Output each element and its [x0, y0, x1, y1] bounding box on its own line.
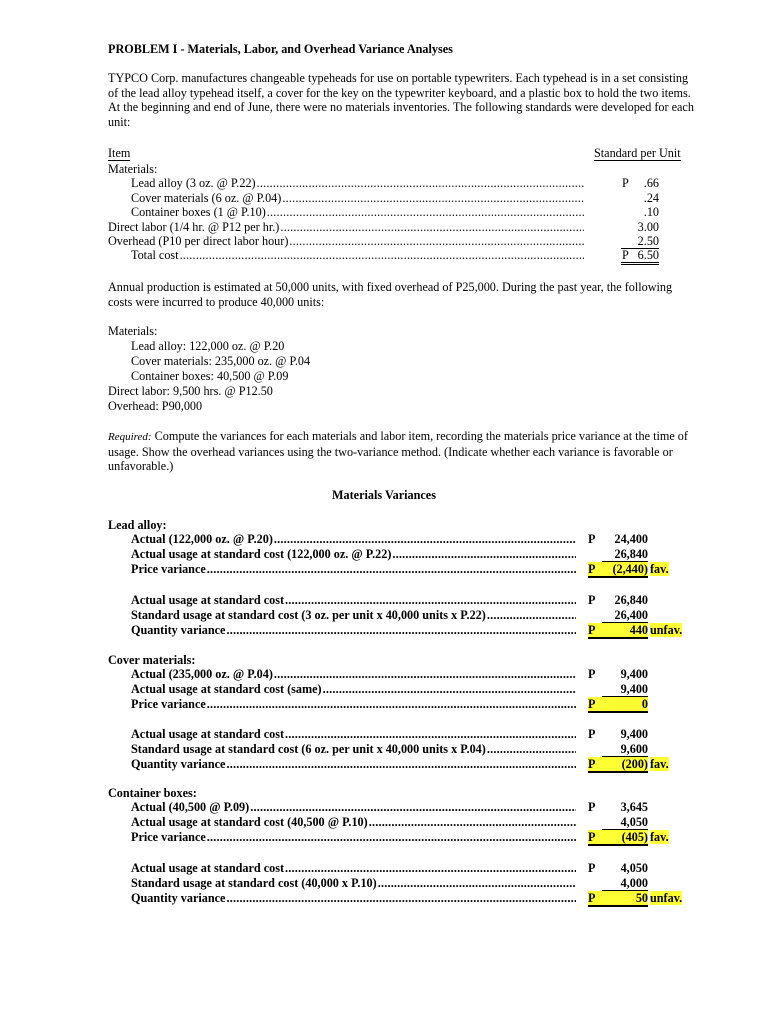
intro-paragraph: TYPCO Corp. manufactures changeable typeheads for use on portable typewriters. Each typehead is in a set consisting of the lead alloy typehead itself, a cover for the key on the typewriter keyboard, and a plastic box to hold the two items. At the beginning and end of June, there were no materials inventories. The following standards were developed for each unit:: [108, 71, 694, 129]
leader-dots: [289, 234, 584, 249]
variance-row: [131, 757, 578, 771]
variance-currency: P: [588, 861, 596, 875]
variance-currency: P: [588, 532, 596, 546]
leader-dots: [487, 742, 576, 757]
variance-value: 9,400: [620, 727, 648, 741]
leader-dots: [267, 205, 584, 220]
variance-row-label: Quantity variance: [131, 757, 226, 771]
standards-materials-label: Materials:: [108, 162, 158, 176]
variance-value: 26,400: [602, 608, 648, 623]
variance-row-label: Price variance: [131, 697, 206, 711]
leader-dots: [280, 220, 584, 235]
variance-row-label: Actual (40,500 @ P.09): [131, 800, 250, 814]
variance-currency: P: [588, 757, 603, 773]
variance-value: 3,645: [620, 800, 648, 814]
variance-currency: P: [588, 667, 596, 681]
variance-row: [131, 593, 578, 607]
variance-currency: P: [588, 562, 603, 578]
required-text: Compute the variances for each materials and labor item, recording the materials price variance at the time of usage. Show the overhead variances using the two-variance method. (Indicate whether each variance is favorable or unfavorable.): [108, 429, 688, 473]
variance-currency: P: [588, 727, 596, 741]
variance-row: [131, 667, 578, 681]
item-header: Item: [108, 146, 131, 160]
variance-row: [131, 623, 578, 637]
actual-overhead: Overhead: P90,000: [108, 399, 203, 413]
variance-value: 0: [603, 697, 648, 713]
standard-row-currency: P: [622, 248, 629, 262]
standard-row-label: Total cost: [131, 248, 179, 262]
variance-value: 26,840: [602, 547, 648, 562]
standard-row-label: Overhead (P10 per direct labor hour): [108, 234, 289, 248]
standard-row-value: .24: [643, 191, 659, 205]
leader-dots: [282, 191, 584, 206]
problem-title: PROBLEM I - Materials, Labor, and Overhead Variance Analyses: [108, 42, 453, 56]
standard-row-value: 3.00: [637, 220, 659, 234]
variance-row: [131, 727, 578, 741]
variance-group-heading: Lead alloy:: [108, 518, 167, 532]
variance-group-heading: Container boxes:: [108, 786, 197, 800]
variance-note: fav.: [650, 830, 669, 844]
variance-row: [131, 742, 578, 756]
standard-row-currency: P: [622, 176, 629, 190]
variance-value: (200): [603, 757, 648, 773]
standard-row-label: Lead alloy (3 oz. @ P.22): [131, 176, 256, 190]
leader-dots: [250, 800, 576, 815]
leader-dots: [392, 547, 576, 562]
variance-row: [131, 815, 578, 829]
standard-row: [131, 205, 586, 219]
variance-row-label: Standard usage at standard cost (40,000 x P.10): [131, 876, 377, 890]
variance-row-label: Price variance: [131, 562, 206, 576]
standard-row: [131, 248, 586, 262]
variance-row-label: Actual usage at standard cost: [131, 861, 285, 875]
standard-row-label: Container boxes (1 @ P.10): [131, 205, 266, 219]
variance-group-heading: Cover materials:: [108, 653, 196, 667]
standard-row-label: Cover materials (6 oz. @ P.04): [131, 191, 282, 205]
variance-row: [131, 876, 578, 890]
variance-currency: P: [588, 830, 603, 846]
standard-per-unit-header: Standard per Unit: [594, 146, 681, 160]
variance-value: 9,400: [602, 682, 648, 697]
variance-row: [131, 562, 578, 576]
leader-dots: [274, 667, 576, 682]
leader-dots: [226, 891, 576, 906]
standard-row-value: .10: [643, 205, 659, 219]
variance-value: (405): [603, 830, 648, 846]
required-label: Required:: [108, 431, 152, 443]
variance-value: 440: [603, 623, 648, 639]
variance-row-label: Actual (122,000 oz. @ P.20): [131, 532, 273, 546]
variance-row: [131, 891, 578, 905]
variance-row-label: Quantity variance: [131, 891, 226, 905]
leader-dots: [257, 176, 584, 191]
actuals-materials-label: Materials:: [108, 324, 158, 338]
variance-value: 9,400: [620, 667, 648, 681]
leader-dots: [378, 876, 576, 891]
variance-value: 50: [603, 891, 648, 907]
section-title: Materials Variances: [332, 488, 436, 502]
variance-currency: P: [588, 593, 596, 607]
variance-row: [131, 682, 578, 696]
variance-row: [131, 830, 578, 844]
variance-row-label: Quantity variance: [131, 623, 226, 637]
variance-value: 4,050: [602, 815, 648, 830]
variance-row: [131, 861, 578, 875]
standard-row-label: Direct labor (1/4 hr. @ P12 per hr.): [108, 220, 280, 234]
standard-row: [131, 191, 586, 205]
actual-container-boxes: Container boxes: 40,500 @ P.09: [131, 369, 289, 383]
leader-dots: [207, 562, 576, 577]
variance-row-label: Actual usage at standard cost (40,500 @ P.10): [131, 815, 368, 829]
variance-currency: P: [588, 623, 603, 639]
leader-dots: [285, 861, 576, 876]
leader-dots: [285, 727, 576, 742]
actual-direct-labor: Direct labor: 9,500 hrs. @ P12.50: [108, 384, 273, 398]
standard-row-value: .66: [643, 176, 659, 190]
standard-row-value: 2.50: [621, 234, 659, 249]
variance-row-label: Actual usage at standard cost (same): [131, 682, 322, 696]
actual-cover-materials: Cover materials: 235,000 oz. @ P.04: [131, 354, 311, 368]
variance-note: fav.: [650, 562, 669, 576]
variance-row-label: Standard usage at standard cost (3 oz. per unit x 40,000 units x P.22): [131, 608, 486, 622]
leader-dots: [274, 532, 576, 547]
leader-dots: [487, 608, 576, 623]
variance-row-label: Actual (235,000 oz. @ P.04): [131, 667, 273, 681]
leader-dots: [369, 815, 576, 830]
leader-dots: [207, 697, 576, 712]
leader-dots: [285, 593, 576, 608]
variance-row: [131, 532, 578, 546]
actual-lead-alloy: Lead alloy: 122,000 oz. @ P.20: [131, 339, 285, 353]
variance-row: [131, 697, 578, 711]
variance-note: unfav.: [650, 891, 683, 905]
leader-dots: [226, 757, 576, 772]
leader-dots: [180, 248, 584, 263]
standard-row: [108, 234, 586, 248]
variance-row-label: Actual usage at standard cost: [131, 593, 285, 607]
variance-note: unfav.: [650, 623, 683, 637]
variance-value: (2,440): [603, 562, 648, 578]
variance-value: 9,600: [602, 742, 648, 757]
variance-currency: P: [588, 697, 603, 713]
variance-currency: P: [588, 891, 603, 907]
leader-dots: [323, 682, 576, 697]
annual-paragraph: Annual production is estimated at 50,000 units, with fixed overhead of P25,000. During the past year, the following costs were incurred to produce 40,000 units:: [108, 280, 673, 309]
variance-value: 4,000: [602, 876, 648, 891]
standard-row-value: 6.50: [621, 248, 659, 265]
variance-row: [131, 608, 578, 622]
variance-row-label: Actual usage at standard cost: [131, 727, 285, 741]
standard-row: [131, 176, 586, 190]
variance-row-label: Standard usage at standard cost (6 oz. per unit x 40,000 units x P.04): [131, 742, 486, 756]
variance-currency: P: [588, 800, 596, 814]
variance-value: 26,840: [614, 593, 648, 607]
variance-value: 4,050: [620, 861, 648, 875]
variance-row: [131, 800, 578, 814]
standard-row: [108, 220, 586, 234]
variance-value: 24,400: [614, 532, 648, 546]
variance-row-label: Actual usage at standard cost (122,000 oz. @ P.22): [131, 547, 392, 561]
variance-row: [131, 547, 578, 561]
required-paragraph: [108, 429, 698, 474]
leader-dots: [207, 830, 576, 845]
variance-row-label: Price variance: [131, 830, 206, 844]
variance-note: fav.: [650, 757, 669, 771]
leader-dots: [226, 623, 576, 638]
